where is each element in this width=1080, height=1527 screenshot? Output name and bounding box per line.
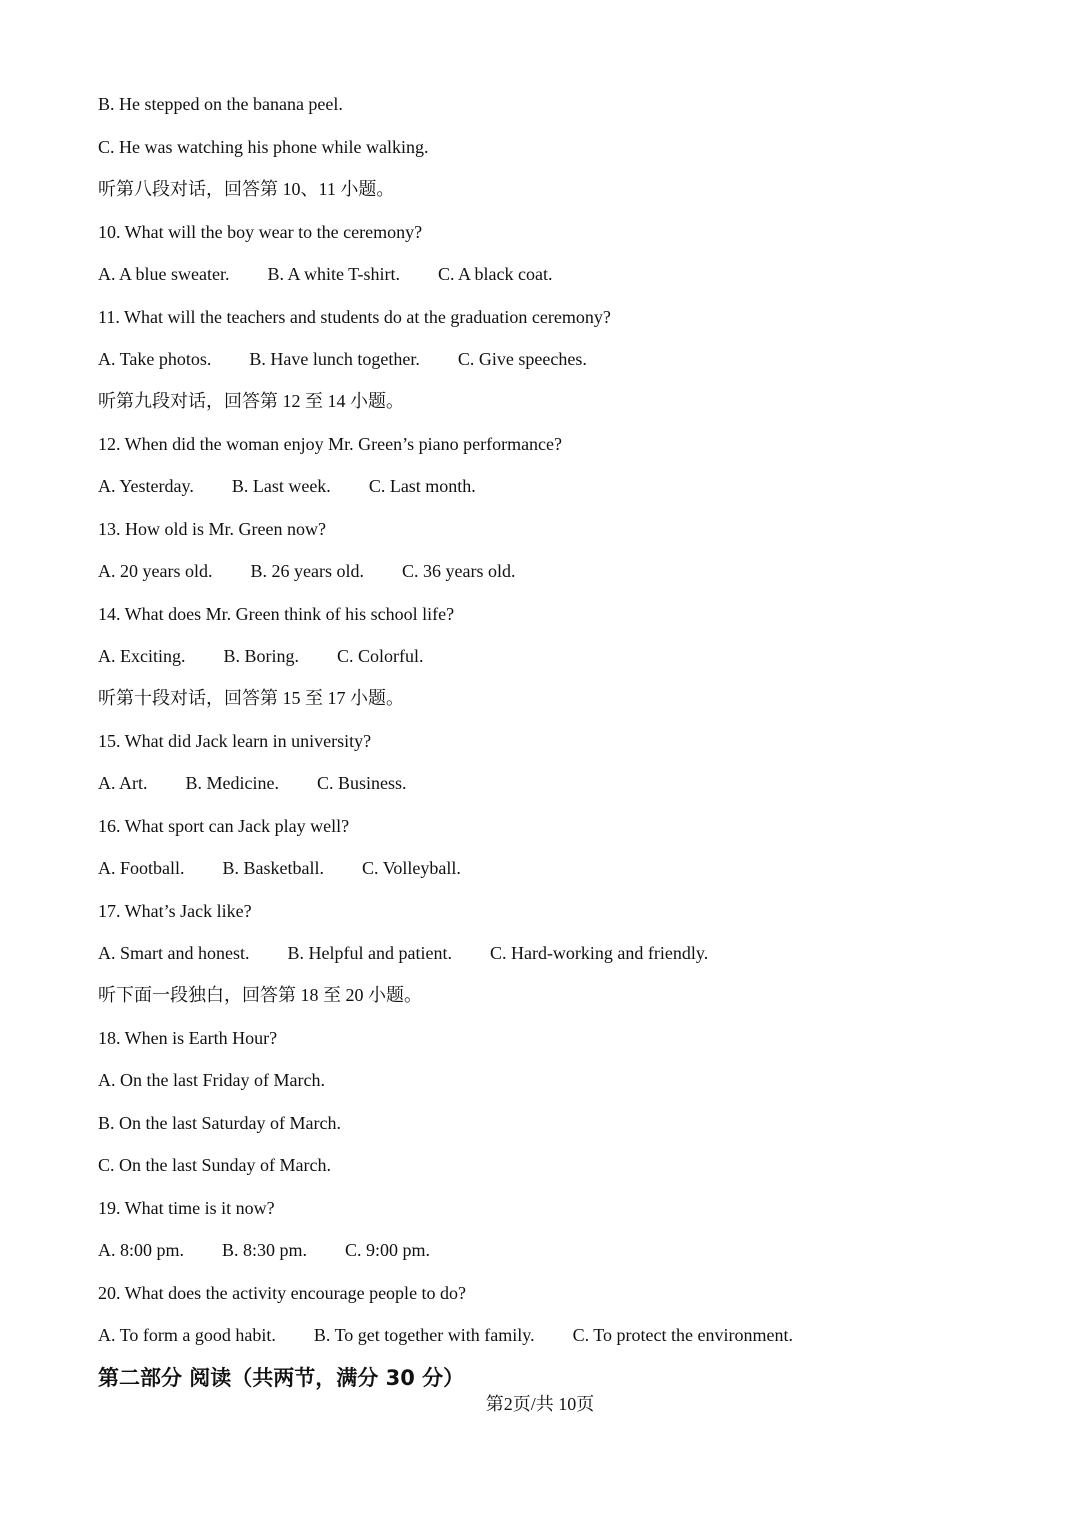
q13-option-c: C. 36 years old. — [401, 561, 516, 581]
q10-option-b: B. A white T-shirt. — [267, 264, 401, 284]
q11-option-a: A. Take photos. — [98, 349, 212, 369]
q14-option-a: A. Exciting. — [98, 646, 186, 666]
q14-option-b: B. Boring. — [223, 646, 300, 666]
q18-option-b: B. On the last Saturday of March. — [98, 1113, 341, 1133]
q15-question: 15. What did Jack learn in university? — [98, 731, 372, 751]
q15-option-c: C. Business. — [316, 773, 407, 793]
q15-option-b: B. Medicine. — [185, 773, 279, 793]
q10-option-a: A. A blue sweater. — [98, 264, 230, 284]
q20-options — [98, 1323, 793, 1347]
q11-option-c: C. Give speeches. — [457, 349, 587, 369]
q12-question: 12. When did the woman enjoy Mr. Green’s piano performance? — [98, 434, 563, 454]
q11-question: 11. What will the teachers and students do at the graduation ceremony? — [98, 307, 611, 327]
q15-options — [98, 771, 407, 795]
q17-option-c: C. Hard-working and friendly. — [489, 943, 709, 963]
q16-option-a: A. Football. — [98, 858, 185, 878]
q13-option-a: A. 20 years old. — [98, 561, 213, 581]
q12-option-c: C. Last month. — [368, 476, 476, 496]
q20-option-c: C. To protect the environment. — [572, 1325, 793, 1345]
dialogue9-instruction: 听第九段对话，回答第 12 至 14 小题。 — [98, 391, 404, 411]
q18-option-a: A. On the last Friday of March. — [98, 1070, 325, 1090]
q12-options — [98, 474, 476, 498]
q10-options — [98, 262, 553, 286]
q10-question: 10. What will the boy wear to the ceremony? — [98, 222, 423, 242]
q16-option-b: B. Basketball. — [222, 858, 325, 878]
page-footer: 第2页/共 10页 — [485, 1394, 595, 1414]
q20-question: 20. What does the activity encourage people to do? — [98, 1283, 467, 1303]
q17-option-a: A. Smart and honest. — [98, 943, 250, 963]
q11-option-b: B. Have lunch together. — [249, 349, 420, 369]
q14-options — [98, 644, 424, 668]
q16-question: 16. What sport can Jack play well? — [98, 816, 350, 836]
q11-options — [98, 347, 587, 371]
q19-option-a: A. 8:00 pm. — [98, 1240, 185, 1260]
section2-title: 第二部分 阅读（共两节，满分 30 分） — [98, 1366, 465, 1390]
dialogue8-instruction: 听第八段对话，回答第 10、11 小题。 — [98, 179, 395, 199]
q17-option-b: B. Helpful and patient. — [287, 943, 452, 963]
q19-question: 19. What time is it now? — [98, 1198, 275, 1218]
q18-question: 18. When is Earth Hour? — [98, 1028, 278, 1048]
q13-question: 13. How old is Mr. Green now? — [98, 519, 326, 539]
dialogue10-instruction: 听第十段对话，回答第 15 至 17 小题。 — [98, 688, 404, 708]
q14-option-c: C. Colorful. — [337, 646, 424, 666]
q10-option-c: C. A black coat. — [438, 264, 553, 284]
q9-option-c: C. He was watching his phone while walking. — [98, 137, 429, 157]
q18-option-c: C. On the last Sunday of March. — [98, 1155, 331, 1175]
q17-question: 17. What’s Jack like? — [98, 901, 252, 921]
q12-option-b: B. Last week. — [231, 476, 331, 496]
q20-option-b: B. To get together with family. — [313, 1325, 535, 1345]
q19-option-b: B. 8:30 pm. — [222, 1240, 308, 1260]
q14-question: 14. What does Mr. Green think of his school life? — [98, 604, 455, 624]
q9-option-b: B. He stepped on the banana peel. — [98, 94, 343, 114]
q15-option-a: A. Art. — [98, 773, 148, 793]
monologue-instruction: 听下面一段独白，回答第 18 至 20 小题。 — [98, 985, 422, 1005]
q20-option-a: A. To form a good habit. — [98, 1325, 276, 1345]
q16-option-c: C. Volleyball. — [362, 858, 461, 878]
q19-options — [98, 1238, 430, 1262]
q12-option-a: A. Yesterday. — [98, 476, 194, 496]
q13-options — [98, 559, 515, 583]
q16-options — [98, 856, 461, 880]
q17-options — [98, 941, 708, 965]
q19-option-c: C. 9:00 pm. — [345, 1240, 431, 1260]
q13-option-b: B. 26 years old. — [250, 561, 364, 581]
